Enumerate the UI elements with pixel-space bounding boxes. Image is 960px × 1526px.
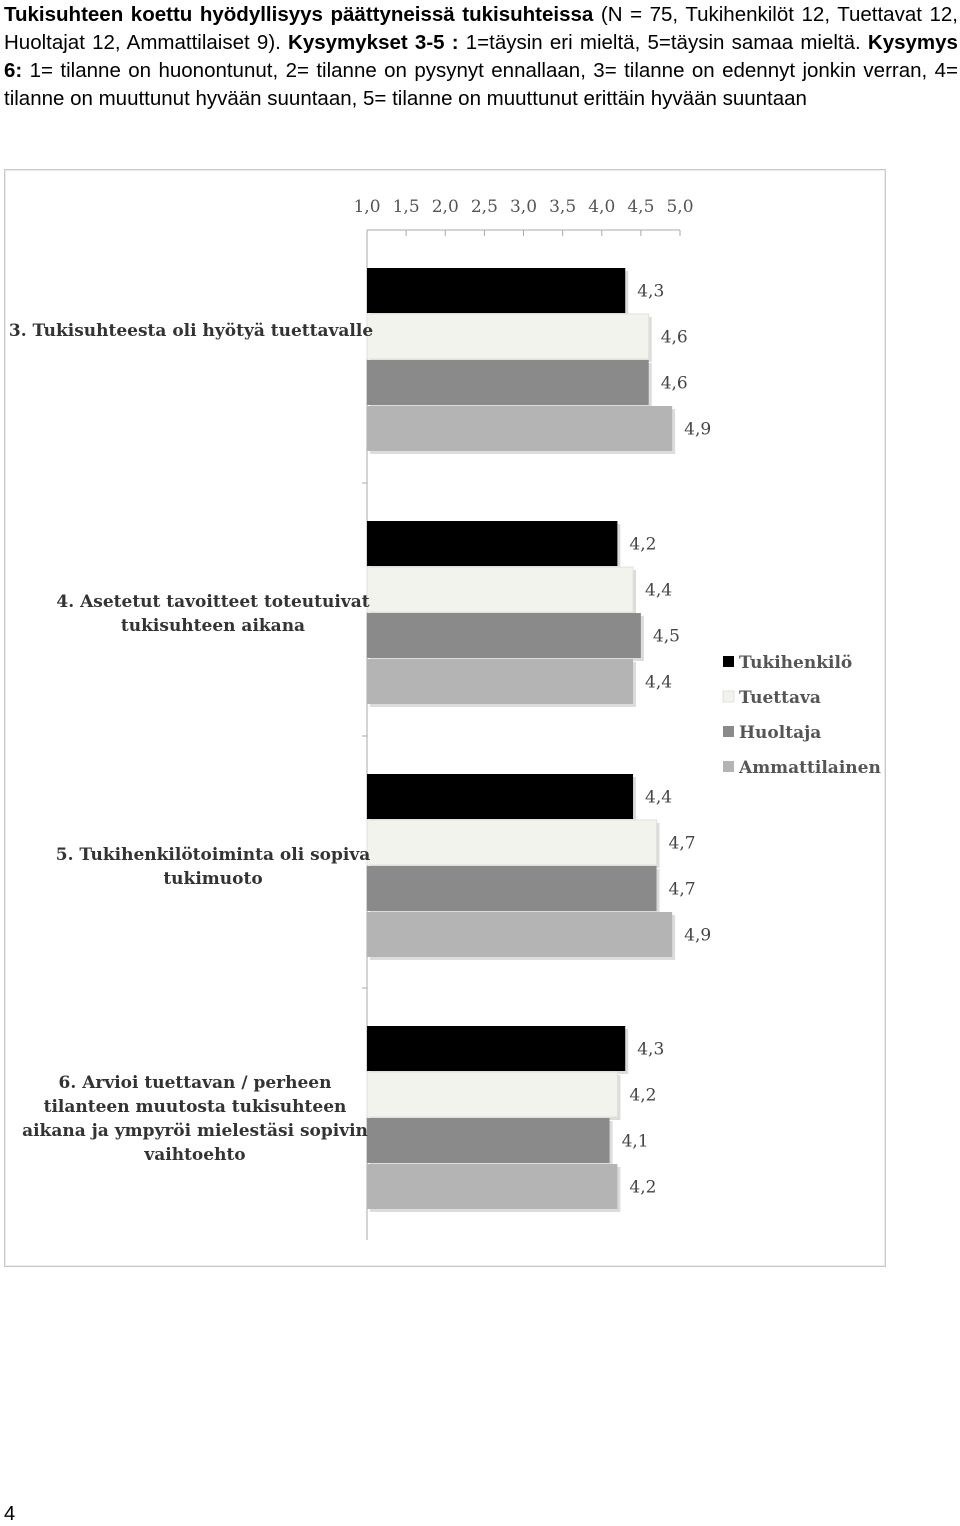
x-tick-label-7: 4,5 <box>627 197 655 217</box>
data-label-1-0: 4,6 <box>660 327 688 348</box>
caption-q35-label: Kysymykset 3-5 : <box>288 31 459 54</box>
data-label-0-0: 4,3 <box>637 281 665 302</box>
caption-q35-scale: 1=täysin eri mieltä, 5=täysin samaa mieltä. <box>465 31 861 54</box>
x-tick-label-8: 5,0 <box>666 197 694 217</box>
bar-tukihenkilö-q6 <box>367 1026 625 1071</box>
data-label-1-3: 4,2 <box>629 1085 657 1106</box>
bar-ammattilainen-q3 <box>367 406 672 451</box>
bar-huoltaja-q3 <box>367 360 649 405</box>
bar-tuettava-q5 <box>367 820 657 865</box>
legend-label-tuettava: Tuettava <box>739 688 821 708</box>
x-tick-label-3: 2,5 <box>470 197 498 217</box>
data-label-0-2: 4,4 <box>645 787 673 808</box>
x-tick-label-5: 3,5 <box>549 197 577 217</box>
data-label-1-1: 4,4 <box>645 580 673 601</box>
data-label-3-2: 4,9 <box>684 925 712 946</box>
bar-chart <box>5 170 885 1266</box>
category-label-q3 <box>9 321 373 341</box>
figure-caption <box>4 1 958 113</box>
category-label-q4 <box>56 592 369 636</box>
legend-swatch-tuettava <box>723 691 734 702</box>
bar-tuettava-q4 <box>367 567 633 612</box>
data-label-2-2: 4,7 <box>668 879 696 900</box>
bar-ammattilainen-q5 <box>367 912 672 957</box>
category-label-line: tilanteen muutosta tukisuhteen <box>43 1097 347 1117</box>
bar-huoltaja-q5 <box>367 866 657 911</box>
data-label-2-1: 4,5 <box>652 626 680 647</box>
legend-swatch-huoltaja <box>723 726 734 737</box>
category-label-line: 6. Arvioi tuettavan / perheen <box>58 1073 332 1093</box>
data-label-2-3: 4,1 <box>621 1131 649 1152</box>
legend-swatch-ammattilainen <box>723 761 734 772</box>
legend-label-tukihenkilö: Tukihenkilö <box>739 653 853 673</box>
bar-tukihenkilö-q5 <box>367 774 633 819</box>
category-label-line: tukisuhteen aikana <box>120 616 306 636</box>
category-label-q6 <box>22 1073 368 1165</box>
page-number: 4 <box>4 1503 16 1525</box>
category-label-q5 <box>56 845 370 889</box>
x-tick-label-2: 2,0 <box>431 197 459 217</box>
data-label-0-3: 4,3 <box>637 1039 665 1060</box>
caption-title: Tukisuhteen koettu hyödyllisyys päättyneissä tukisuhteissa <box>4 3 594 26</box>
category-label-line: tukimuoto <box>163 869 263 889</box>
x-tick-label-4: 3,0 <box>509 197 538 217</box>
data-label-0-1: 4,2 <box>629 534 657 555</box>
category-label-line: vaihtoehto <box>144 1145 246 1165</box>
caption-q6-scale: 1= tilanne on huonontunut, 2= tilanne on pysynyt ennallaan, 3= tilanne on edennyt jonkin verran, 4= tilanne on muuttunut hyvään suuntaan, 5= tilanne on muuttunut erittäin hyvään suuntaan <box>4 59 959 110</box>
x-tick-label-1: 1,5 <box>392 197 420 217</box>
data-label-1-2: 4,7 <box>668 833 696 854</box>
legend-swatch-tukihenkilö <box>723 656 734 667</box>
data-label-3-0: 4,9 <box>684 419 712 440</box>
bar-tukihenkilö-q3 <box>367 268 625 313</box>
legend-label-huoltaja: Huoltaja <box>739 723 822 743</box>
category-label-line: aikana ja ympyröi mielestäsi sopivin <box>22 1121 368 1141</box>
x-tick-label-0: 1,0 <box>353 197 381 217</box>
bar-ammattilainen-q6 <box>367 1164 617 1209</box>
legend-label-ammattilainen: Ammattilainen <box>739 758 881 778</box>
bar-huoltaja-q6 <box>367 1118 610 1163</box>
bar-tuettava-q3 <box>367 314 649 359</box>
caption-n-info: (N = 75, Tukihenkilöt 12, Tuettavat 12, Huoltajat 12, Ammattilaiset 9). <box>4 3 958 54</box>
category-label-line: 5. Tukihenkilötoiminta oli sopiva <box>55 845 371 865</box>
data-label-2-0: 4,6 <box>660 373 688 394</box>
caption-q6-label: Kysymys 6: <box>4 31 958 82</box>
bar-ammattilainen-q4 <box>367 659 633 704</box>
chart-frame <box>4 169 886 1267</box>
data-label-3-1: 4,4 <box>645 672 673 693</box>
category-label-line: 3. Tukisuhteesta oli hyötyä tuettavalle <box>8 321 374 341</box>
category-label-line: 4. Asetetut tavoitteet toteutuivat <box>56 592 370 612</box>
data-label-3-3: 4,2 <box>629 1177 657 1198</box>
x-tick-label-6: 4,0 <box>588 197 616 217</box>
bar-tuettava-q6 <box>367 1072 617 1117</box>
bar-tukihenkilö-q4 <box>367 521 617 566</box>
bar-huoltaja-q4 <box>367 613 641 658</box>
